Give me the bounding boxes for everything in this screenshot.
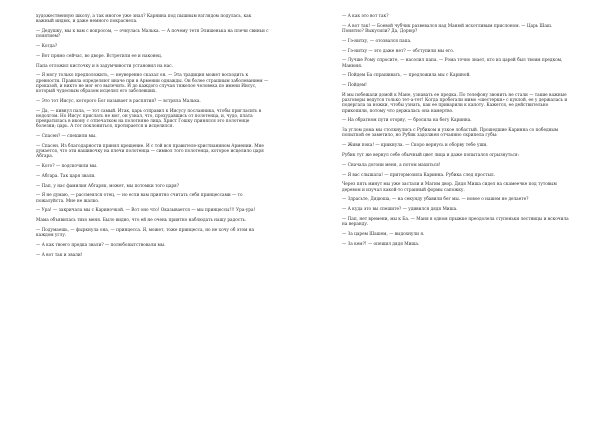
paragraph: — А вот так! — Боевой чубчик развевался над Манюй исхотливым прислоном. — Царь Шаш. Понятно? Выкусили? Да, Дорюр? [342, 23, 553, 34]
paragraph: — Гэ-нитху, — отозвался папа. [342, 38, 412, 44]
paragraph: — Гэ-нитху — это даже нет? — обступили мы его. [342, 48, 455, 54]
paragraph: — За царем Шашем, — выдохнули я. [342, 231, 425, 237]
paragraph: — Пойдем Ба спрашивать, — предложила мы с Кариной. [342, 73, 471, 79]
paragraph: Мама объявилась тихо меня. Было видно, что ей не очень приятно наблюдать нашу радость. [36, 218, 247, 224]
paragraph: — Спасен. Из благодарности принял крещение. И с той вся правителе-христианином Армении. Мне думается, что эти нашивочку на плечи полотенца — символ того полотенца, которое исцелило царя Абгара. [36, 143, 264, 160]
paragraph: — Я могу только предположить, — неуверенно сказал он. — Эта традиция может восходить к древности. Правила определяют иначе при в Армении однажды. Он более страшным заболеванием — проказой, и никто не мог его вылечить. И до каждого случая тяжелое человека по имени Иисус, который чудесным образом исцелял его заболевших. [36, 73, 269, 94]
paragraph: За углом дома мы столкнулись с Рубиком и узкое лобастый. Прошедшие Каринна со победным попыткой ее заметило, но Рубик задолжен отчаянно скрипела губы: [342, 128, 559, 139]
paragraph: — Дедушку, мы к вам с вопросом, — очнулась Малька. — А почему тетя Элишенька на плечи свиньи с понятием? [36, 29, 269, 40]
paragraph: — Кого? — подскочили мы. [36, 164, 98, 169]
paragraph: художественную школу, а так многое уже знал? Карнина под пышным взглядом подулась, как важный индюк, и даже немного покраснела. [36, 14, 252, 25]
paragraph: — Лучше Рому спросите, — насолил папа. — Рома точно знает, кто из царей был твоим предком, Манюня. [342, 58, 563, 69]
paragraph: — На обратном пути оторву, — бросила на бегу Каринна. [342, 118, 472, 124]
paragraph: — Спасен? — спешили мы. [36, 134, 97, 139]
paragraph: — Живи пока! — крикнула. — Скоро вернусь и оборву тебе уши. [342, 143, 488, 149]
paragraph: — Здрасьте, Дядюша, — на секунду убавили бег мы. — новое о нашем не делаете? [342, 197, 529, 203]
paragraph: — Ура! — закричала мы с Кариночкой. — Вот оно что! Оказывается — мы принцессы!!! Ура-ура! [36, 208, 256, 214]
paragraph: Рубик тут же вернул себе обычный цвет лица и даже попытался огрызнуться: [342, 152, 520, 158]
paragraph: — Вот прямо сейчас, во дворе. Встретили ее и наконец. [36, 53, 163, 59]
paragraph: — Да, — кивнул пала, — тот самый. Итак, царь отправил к Иисусу посланника, чтобы пригласить в недолгом. Но Иисус прислать не мог, он узнал, что, прохудавшись от полотенца, и, чудо, плата превратилась в икону с отпечатком на полотняне лица. Христ Гошку принялся это полотенце болезни; царь. А тот поклониться, протирается и исцелился. [36, 108, 262, 130]
paragraph: — Я не думаю, — рассмеялся отец, — но если вам приятно считать себя принцессами — то пожалуйста. Мне не жалко. [36, 193, 243, 204]
left-page [36, 14, 270, 263]
paragraph: — Пап, у нас фамилия Абгаряк, может, мы потомки того царя? [36, 183, 180, 189]
paragraph: — Пойдем! [342, 83, 367, 89]
paragraph: Через пять минут мы уже застали и Магим двор. Дядя Миша сидел на скамеечке под тутовым деревом и изучал какой-то странный формы сапожку. [342, 182, 557, 193]
paragraph: — Сначала догони меня, а потом махиться! [342, 162, 441, 168]
paragraph: Папа отложил кисточку и в задумчивости установил на нас. [36, 63, 173, 69]
paragraph: — За кем?! — опешил дядя Миша. [342, 241, 420, 247]
paragraph: — А куда это вы спешите? — удивился дядя Миша. [342, 207, 458, 213]
right-page [342, 14, 574, 252]
paragraph: — А вот так и звали! [36, 252, 83, 258]
paragraph: — Абгара. Так царя звали. [36, 173, 96, 179]
paragraph: — Когда? [36, 44, 58, 49]
paragraph: — Я вас слышала! — притормозила Каринна. Рубика след простыл. [342, 172, 495, 178]
paragraph: И мы побежали домой к Мане, узнавать ее предка. По телефону звонить не стали — такие важные разговоры ведутся только тет-а-тет! Когда пробегали мимо «шестерки» с куклой, ее у держалась и подергала за ножки, чтобы узнать, как ее приварили к капоту. Кажется, ее действительно прикопили, потому что держалась она намертво. [342, 92, 568, 114]
paragraph: — Это тот Иисус, которого Бог называет в распятия? — встряла Малька. [36, 98, 201, 104]
paragraph: — Пап, нет времени, мы к Ба. — Маня в одном прыжке преодолела ступеньки лестницы и вскочила на веранду. [342, 216, 569, 228]
paragraph: — А как твоего предка звали? — полюбопытствовали мы. [36, 242, 166, 248]
paragraph: — Подумаешь, — фыркнула она, — принцесса. Я, может, тоже принцесса, но не хочу об этом на каждом углу. [36, 227, 255, 239]
paragraph: — А как это вот так? [342, 14, 389, 19]
